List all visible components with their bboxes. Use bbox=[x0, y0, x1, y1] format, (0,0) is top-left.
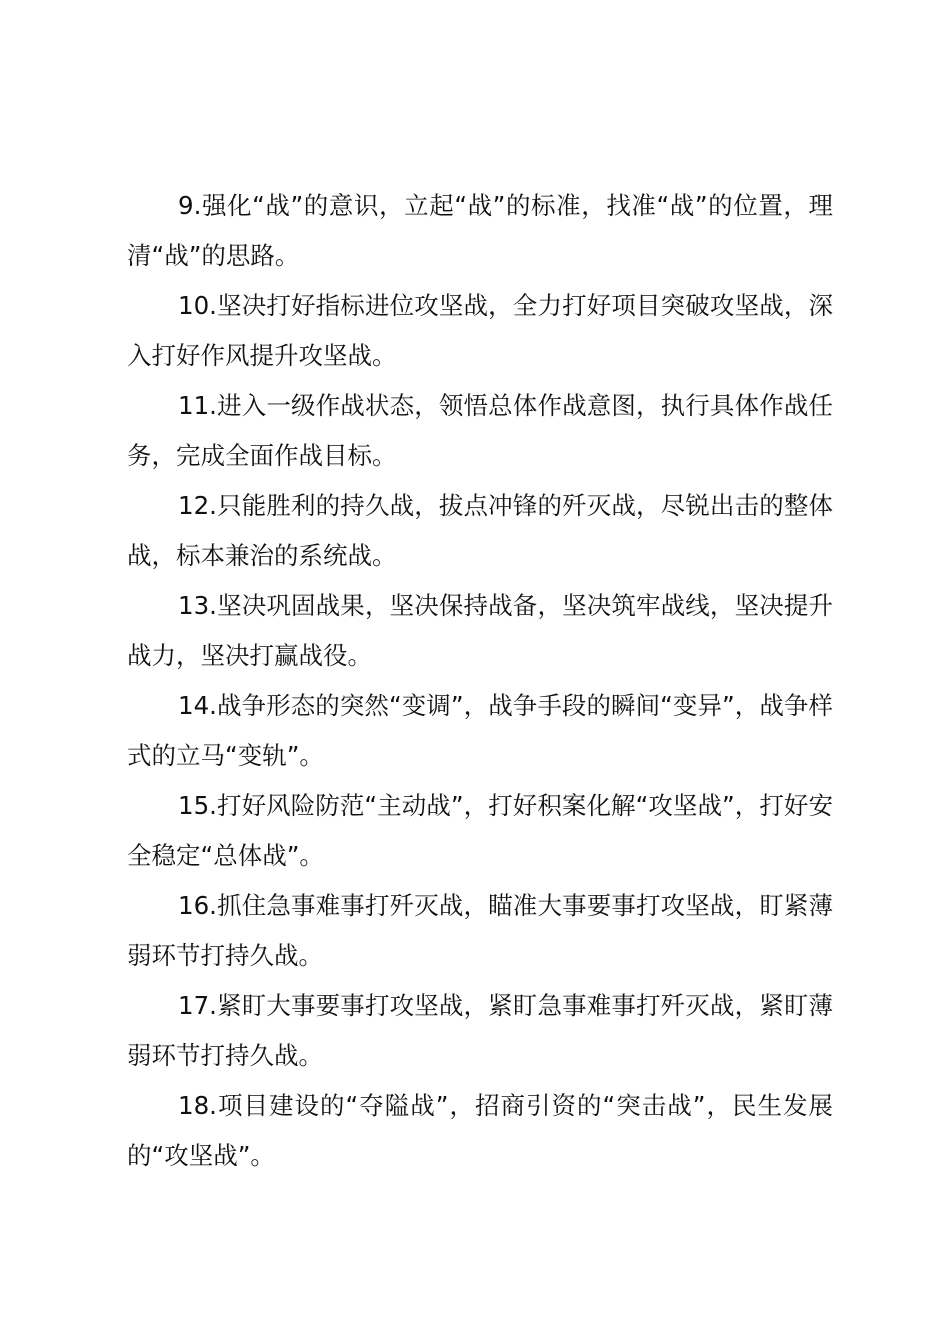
paragraph-9: 9.强化“战”的意识，立起“战”的标准，找准“战”的位置，理清“战”的思路。 bbox=[127, 191, 833, 270]
document-body bbox=[127, 181, 833, 1181]
paragraph-18: 18.项目建设的“夺隘战”，招商引资的“突击战”，民生发展的“攻坚战”。 bbox=[127, 1091, 833, 1170]
paragraph-16: 16.抓住急事难事打歼灭战，瞄准大事要事打攻坚战，盯紧薄弱环节打持久战。 bbox=[127, 891, 833, 970]
paragraph-12: 12.只能胜利的持久战，拔点冲锋的歼灭战，尽锐出击的整体战，标本兼治的系统战。 bbox=[127, 491, 833, 570]
paragraph-13: 13.坚决巩固战果，坚决保持战备，坚决筑牢战线，坚决提升战力，坚决打赢战役。 bbox=[127, 591, 833, 670]
paragraph-14: 14.战争形态的突然“变调”，战争手段的瞬间“变异”，战争样式的立马“变轨”。 bbox=[127, 691, 833, 770]
paragraph-17: 17.紧盯大事要事打攻坚战，紧盯急事难事打歼灭战，紧盯薄弱环节打持久战。 bbox=[127, 991, 833, 1070]
paragraph-15: 15.打好风险防范“主动战”，打好积案化解“攻坚战”，打好安全稳定“总体战”。 bbox=[127, 791, 833, 870]
paragraph-10: 10.坚决打好指标进位攻坚战，全力打好项目突破攻坚战，深入打好作风提升攻坚战。 bbox=[127, 291, 833, 370]
paragraph-11: 11.进入一级作战状态，领悟总体作战意图，执行具体作战任务，完成全面作战目标。 bbox=[127, 391, 833, 470]
